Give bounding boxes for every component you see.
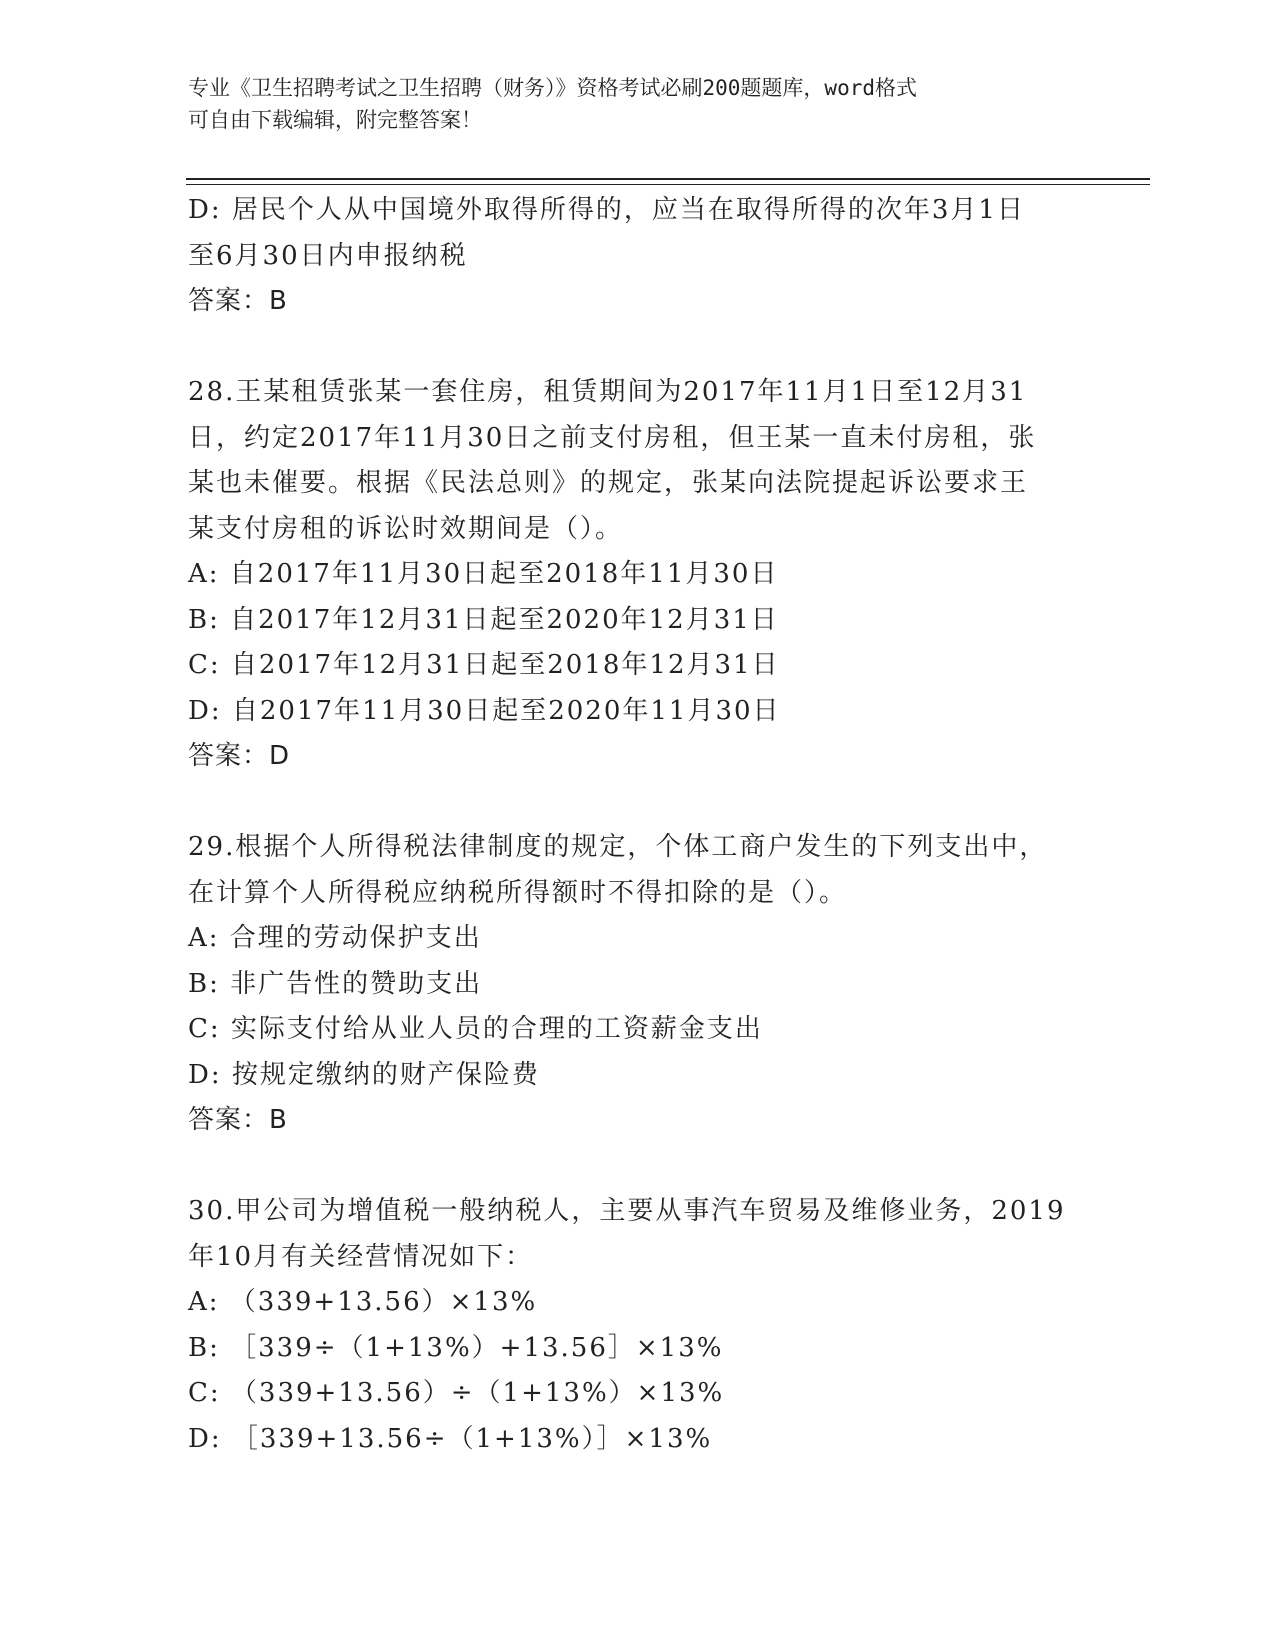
q29-stem-line-1: 29.根据个人所得税法律制度的规定，个体工商户发生的下列支出中，: [188, 832, 1048, 862]
header-line-2: 可自由下载编辑，附完整答案！: [188, 108, 482, 132]
header-rule-thick: [186, 178, 1150, 180]
question-28: [188, 370, 1088, 780]
q29-option-a: A: 合理的劳动保护支出: [188, 923, 482, 953]
q28-option-b: B: 自2017年12月31日起至2020年12月31日: [188, 604, 779, 635]
spacer: [188, 1144, 1088, 1190]
q29-answer: 答案：B: [188, 1105, 288, 1135]
q29-stem-line-2: 在计算个人所得税应纳税所得额时不得扣除的是（）。: [188, 877, 848, 908]
q29-option-b: B: 非广告性的赞助支出: [188, 968, 483, 999]
q28-option-c: C: 自2017年12月31日起至2018年12月31日: [188, 650, 780, 680]
prev-option-d-line-2: 至6月30日内申报纳税: [188, 240, 468, 271]
q30-stem-line-2: 年10月有关经营情况如下：: [188, 1241, 534, 1272]
q30-option-d: D: ［339+13.56÷（1+13%）］×13%: [188, 1423, 713, 1454]
q30-option-a: A: （339+13.56）×13%: [188, 1287, 538, 1317]
q28-stem-line-2: 日，约定2017年11月30日之前支付房租，但王某一直未付房租，张: [188, 422, 1037, 453]
prev-answer: 答案：B: [188, 286, 288, 316]
header-rule-thin: [186, 184, 1150, 185]
question-29: [188, 825, 1088, 1144]
document-body: [188, 188, 1088, 1462]
question-30: [188, 1189, 1088, 1462]
q28-option-d: D: 自2017年11月30日起至2020年11月30日: [188, 695, 781, 726]
q28-stem-line-4: 某支付房租的诉讼时效期间是（）。: [188, 513, 624, 544]
q28-stem-line-1: 28.王某租赁张某一套住房，租赁期间为2017年11月1日至12月31: [188, 377, 1028, 407]
prev-question-tail: [188, 188, 1088, 325]
q30-stem-line-1: 30.甲公司为增值税一般纳税人，主要从事汽车贸易及维修业务，2019: [188, 1196, 1066, 1226]
document-header: [188, 72, 1088, 136]
header-line-1: 专业《卫生招聘考试之卫生招聘（财务）》资格考试必刷200题题库，word格式: [188, 76, 917, 100]
q28-stem-line-3: 某也未催要。根据《民法总则》的规定，张某向法院提起诉讼要求王: [188, 468, 1029, 498]
q29-option-d: D: 按规定缴纳的财产保险费: [188, 1059, 540, 1090]
q28-answer: 答案：D: [188, 741, 291, 771]
q29-option-c: C: 实际支付给从业人员的合理的工资薪金支出: [188, 1014, 763, 1044]
q30-option-b: B: ［339÷（1+13%）+13.56］×13%: [188, 1332, 724, 1363]
q30-option-c: C: （339+13.56）÷（1+13%）×13%: [188, 1378, 725, 1408]
q28-option-a: A: 自2017年11月30日起至2018年11月30日: [188, 559, 779, 589]
spacer: [188, 325, 1088, 371]
spacer: [188, 780, 1088, 826]
prev-option-d-line-1: D: 居民个人从中国境外取得所得的，应当在取得所得的次年3月1日: [188, 195, 1025, 225]
